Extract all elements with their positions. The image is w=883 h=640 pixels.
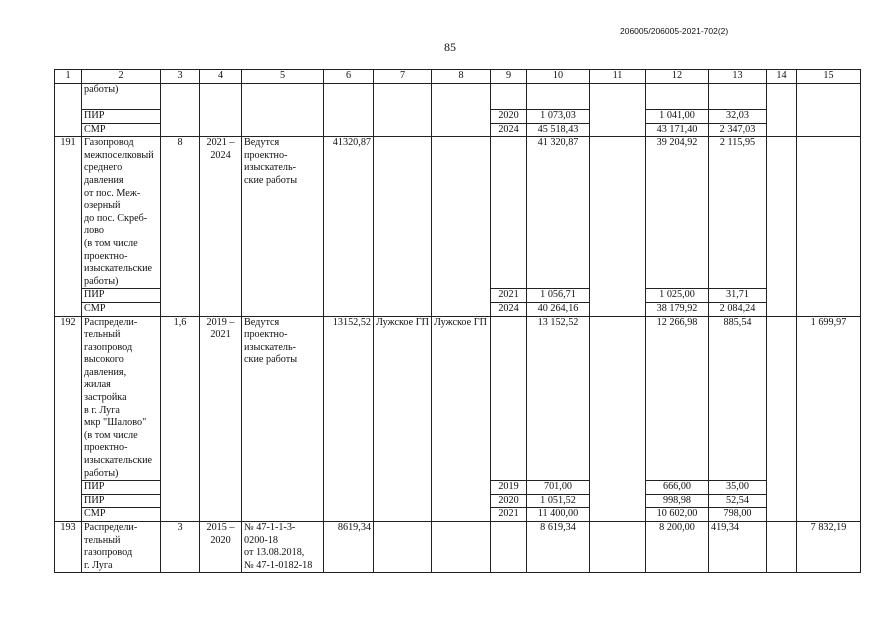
amount-cell: 1 051,52 [527, 494, 590, 508]
length-cell: 8 [161, 137, 200, 316]
amount-cell: 52,54 [709, 494, 767, 508]
stage-label: СМР [82, 302, 161, 316]
cell [527, 84, 590, 110]
header-cell: 3 [161, 70, 200, 84]
amount-cell: 12 266,98 [646, 316, 709, 481]
cell [767, 84, 797, 137]
municipality-cell: Лужское ГП [374, 316, 432, 522]
amount-cell: 798,00 [709, 508, 767, 522]
amount-cell: 41 320,87 [527, 137, 590, 289]
amount-cell: 10 602,00 [646, 508, 709, 522]
header-cell: 7 [374, 70, 432, 84]
header-cell: 9 [491, 70, 527, 84]
name-cell: Распредели- тельный газопровод г. Луга [82, 522, 161, 573]
amount-cell: 1 041,00 [646, 110, 709, 124]
amount-cell: 39 204,92 [646, 137, 709, 289]
amount-cell: 419,34 [709, 522, 767, 573]
header-cell: 12 [646, 70, 709, 84]
amount-cell: 31,71 [709, 289, 767, 303]
amount-cell: 2 115,95 [709, 137, 767, 289]
amount-cell: 38 179,92 [646, 302, 709, 316]
cost-cell: 41320,87 [324, 137, 374, 316]
cell [432, 522, 491, 573]
amount-cell: 1 699,97 [797, 316, 861, 522]
amount-cell: 43 171,40 [646, 123, 709, 137]
header-cell: 5 [242, 70, 324, 84]
length-cell: 3 [161, 522, 200, 573]
cell [590, 316, 646, 522]
document-code: 206005/206005-2021-702(2) [620, 26, 729, 36]
row-number: 192 [55, 316, 82, 522]
amount-cell: 998,98 [646, 494, 709, 508]
header-cell: 15 [797, 70, 861, 84]
stage-label: ПИР [82, 110, 161, 124]
table-row [55, 522, 861, 573]
cell [374, 137, 432, 316]
amount-cell: 1 025,00 [646, 289, 709, 303]
year-cell: 2021 [491, 508, 527, 522]
cell [767, 137, 797, 316]
cell [646, 84, 709, 110]
cell [374, 522, 432, 573]
amount-cell: 32,03 [709, 110, 767, 124]
stage-label: СМР [82, 508, 161, 522]
cell [767, 316, 797, 522]
municipality-cell: Лужское ГП [432, 316, 491, 522]
table-row [55, 137, 861, 289]
cell [491, 137, 527, 289]
header-cell: 6 [324, 70, 374, 84]
cell [242, 84, 324, 137]
cell [491, 522, 527, 573]
amount-cell: 1 056,71 [527, 289, 590, 303]
amount-cell: 8 200,00 [646, 522, 709, 573]
header-cell: 8 [432, 70, 491, 84]
length-cell: 1,6 [161, 316, 200, 522]
year-cell: 2024 [491, 302, 527, 316]
year-cell: 2019 [491, 481, 527, 495]
header-cell: 14 [767, 70, 797, 84]
amount-cell: 701,00 [527, 481, 590, 495]
stage-label: ПИР [82, 494, 161, 508]
cell [590, 84, 646, 137]
period-cell: 2015 – 2020 [200, 522, 242, 573]
year-cell: 2020 [491, 110, 527, 124]
name-cell: Распредели- тельный газопровод высокого давления, жилая застройка в г. Луга мкр "Шалово" (в том числе проектно- изыскательские работы) [82, 316, 161, 481]
header-cell: 4 [200, 70, 242, 84]
cell [432, 137, 491, 316]
cell [491, 84, 527, 110]
amount-cell: 666,00 [646, 481, 709, 495]
header-cell: 10 [527, 70, 590, 84]
amount-cell: 885,54 [709, 316, 767, 481]
amount-cell: 2 347,03 [709, 123, 767, 137]
cell [161, 84, 200, 137]
row-number: 193 [55, 522, 82, 573]
header-cell: 2 [82, 70, 161, 84]
stage-label: ПИР [82, 481, 161, 495]
cell [797, 84, 861, 137]
table-row [55, 316, 861, 481]
amount-cell: 8 619,34 [527, 522, 590, 573]
amount-cell: 7 832,19 [797, 522, 861, 573]
stage-label: ПИР [82, 289, 161, 303]
cell [55, 84, 82, 137]
page-number: 85 [444, 40, 456, 54]
column-number-row [55, 70, 861, 84]
cell [324, 84, 374, 137]
cell [432, 84, 491, 137]
investment-program-table [54, 69, 861, 573]
status-cell: Ведутся проектно- изыскатель- ские работы [242, 316, 324, 522]
header-cell: 11 [590, 70, 646, 84]
name-cell: Газопровод межпоселковый среднего давления от пос. Меж- озерный до пос. Скреб- лово (в том числе проектно- изыскательские работы) [82, 137, 161, 289]
stage-label: СМР [82, 123, 161, 137]
amount-cell: 1 073,03 [527, 110, 590, 124]
name-cell: работы) [82, 84, 161, 110]
header-cell: 13 [709, 70, 767, 84]
cell [590, 522, 646, 573]
cost-cell: 13152,52 [324, 316, 374, 522]
amount-cell: 45 518,43 [527, 123, 590, 137]
cell [767, 522, 797, 573]
cell [200, 84, 242, 137]
amount-cell: 2 084,24 [709, 302, 767, 316]
year-cell: 2024 [491, 123, 527, 137]
table-row [55, 84, 861, 110]
amount-cell: 40 264,16 [527, 302, 590, 316]
amount-cell: 11 400,00 [527, 508, 590, 522]
row-number: 191 [55, 137, 82, 316]
period-cell: 2019 – 2021 [200, 316, 242, 522]
amount-cell: 35,00 [709, 481, 767, 495]
cell [590, 137, 646, 316]
status-cell: № 47-1-1-3- 0200-18 от 13.08.2018, № 47-1-0182-18 [242, 522, 324, 573]
cost-cell: 8619,34 [324, 522, 374, 573]
header-cell: 1 [55, 70, 82, 84]
cell [374, 84, 432, 137]
cell [709, 84, 767, 110]
cell [797, 137, 861, 316]
cell [491, 316, 527, 481]
amount-cell: 13 152,52 [527, 316, 590, 481]
status-cell: Ведутся проектно- изыскатель- ские работы [242, 137, 324, 316]
period-cell: 2021 – 2024 [200, 137, 242, 316]
year-cell: 2021 [491, 289, 527, 303]
year-cell: 2020 [491, 494, 527, 508]
